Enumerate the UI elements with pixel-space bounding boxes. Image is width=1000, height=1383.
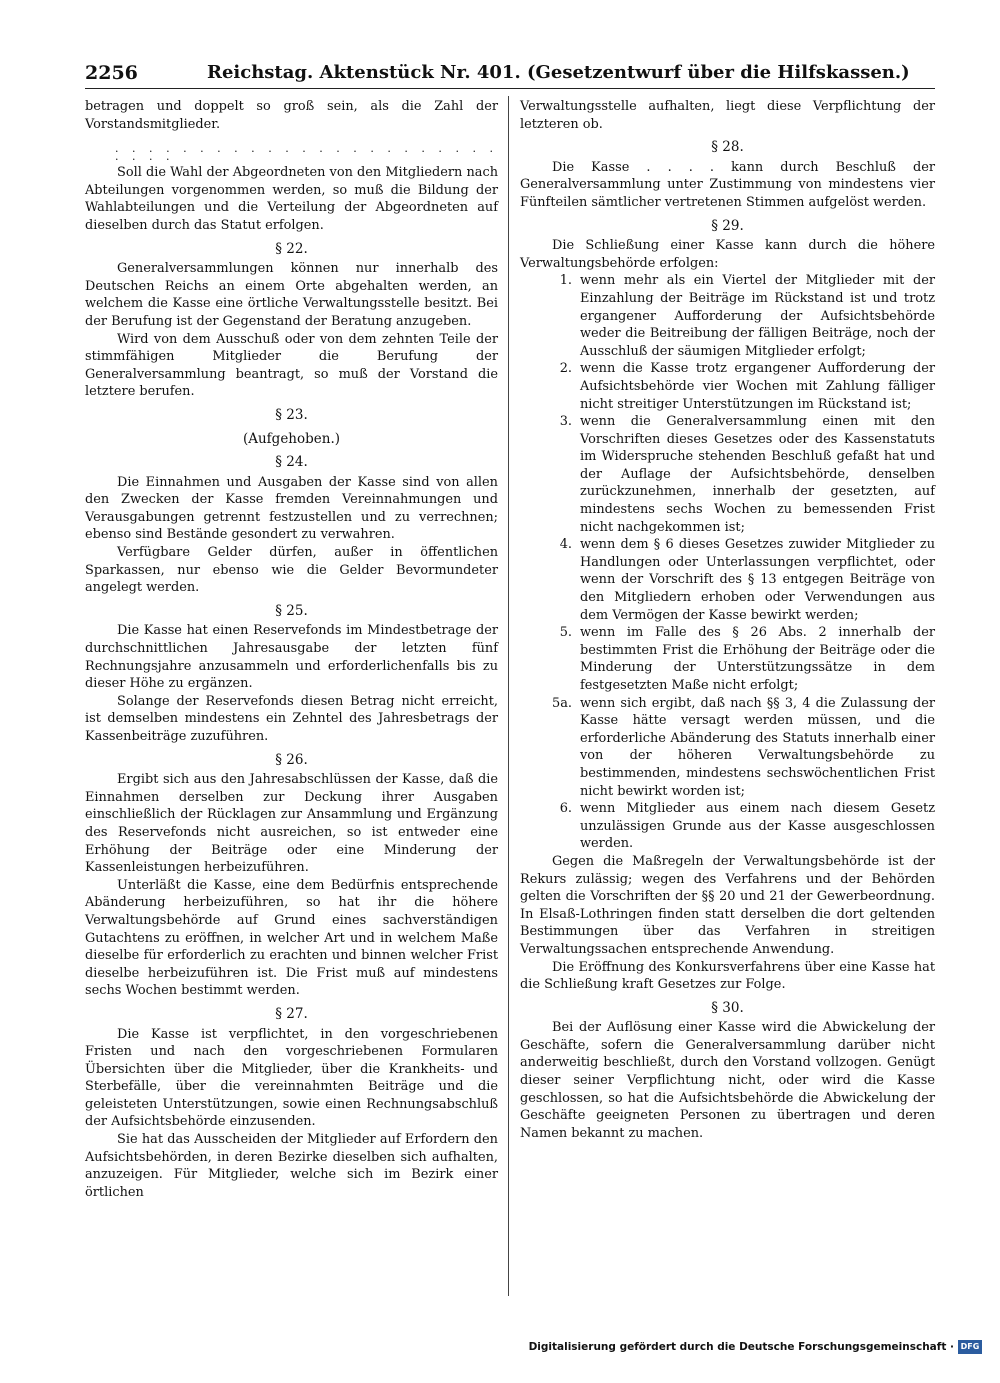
paragraph: Verfügbare Gelder dürfen, außer in öffentlichen Sparkassen, nur ebenso wie die Gelder Bevormundeter angelegt werden. [85, 545, 498, 596]
list-item [520, 413, 935, 536]
list-item-number: 5a. [552, 695, 572, 711]
paragraph: Verwaltungsstelle aufhalten, liegt diese Verpflichtung der letzteren ob. [520, 99, 935, 132]
list-item-number: 3. [559, 414, 572, 430]
section-note: (Aufgehoben.) [242, 430, 341, 447]
section-heading: § 29. [711, 217, 744, 234]
paragraph: betragen und doppelt so groß sein, als die Zahl der Vorstandsmitglieder. [85, 99, 498, 132]
paragraph: Wird von dem Ausschuß oder von dem zehnten Teile der stimmfähigen Mitglieder die Berufung der Generalversammlung beantragt, so muß der Vorstand die letztere berufen. [85, 331, 498, 400]
list-item-text: wenn die Generalversammlung einen mit den Vorschriften dieses Gesetzes oder des Kassenstatuts im Widerspruche stehenden Beschluß gefaßt hat und der Auflage der Aufsichtsbehörde, denselben zurückzunehmen, innerhalb der gesetzten, auf mindestens sechs Wochen zu bemessenden Frist nicht nachgekommen ist; [580, 414, 935, 535]
list-item-text: wenn im Falle des § 26 Abs. 2 innerhalb der bestimmten Frist die Erhöhung der Beiträge oder die Minderung der Unterstützungssätze in dem festgesetzten Maße nicht erfolgt; [580, 625, 935, 693]
list-item [520, 360, 935, 413]
list-item [520, 272, 935, 360]
paragraph: Die Einnahmen und Ausgaben der Kasse sind von allen den Zwecken der Kasse fremden Vereinnahmungen und Verausgabungen getrennt festzustellen und zu verrechnen; ebenso sind Bestände gesondert zu verwahren. [85, 474, 498, 543]
footer-text: Digitalisierung gefördert durch die Deutsche Forschungsgemeinschaft · [528, 1341, 954, 1353]
paragraph: Ergibt sich aus den Jahresabschlüssen der Kasse, daß die Einnahmen derselben zur Deckung ihrer Ausgaben einschließlich der Rücklagen zur Ansammlung und Ergänzung des Reservefonds nicht ausreichen, so ist entweder eine Erhöhung der Beiträge oder eine Minderung der Kassenleistungen herbeizuführen. [85, 772, 498, 876]
section-heading: § 25. [275, 602, 308, 619]
paragraph: Sie hat das Ausscheiden der Mitglieder auf Erfordern den Aufsichtsbehörden, in deren Bezirke dieselben sich aufhalten, anzuzeigen. Für Mitglieder, welche sich im Bezirk einer örtlichen [85, 1132, 498, 1200]
paragraph: Die Schließung einer Kasse kann durch die höhere Verwaltungsbehörde erfolgen: [520, 238, 935, 271]
header-rule [85, 88, 935, 89]
paragraph: Solange der Reservefonds diesen Betrag nicht erreicht, ist demselben mindestens ein Zehntel des Jahresbetrags der Kassenbeiträge zuzuführen. [85, 693, 498, 744]
left-column [85, 98, 498, 1201]
paragraph: Die Kasse ist verpflichtet, in den vorgeschriebenen Fristen und nach den vorgeschriebenen Formularen Übersichten über die Mitglieder, über die Krankheits- und Sterbefälle, über die vereinnahmten Beiträge und die geleisteten Unterstützungen, sowie einen Rechnungsabschluß der Aufsichtsbehörde einzusenden. [85, 1026, 498, 1130]
list-item-text: wenn sich ergibt, daß nach §§ 3, 4 die Zulassung der Kasse hätte versagt werden müssen, und die erforderliche Abänderung des Statuts innerhalb einer von der höheren Verwaltungsbehörde zu bestimmenden, mindestens sechswöchentlichen Frist nicht bewirkt worden ist; [580, 695, 935, 799]
paragraph: Die Eröffnung des Konkursverfahrens über eine Kasse hat die Schließung kraft Gesetzes zur Folge. [520, 959, 935, 993]
column-divider [508, 96, 509, 1296]
paragraph: Unterläßt die Kasse, eine dem Bedürfnis entsprechende Abänderung herbeizuführen, so hat ihr die höhere Verwaltungsbehörde auf Grund eines sachverständigen Gutachtens zu eröffnen, in welcher Art und in welchem Maße dieselbe für erforderlich zu erachten und binnen welcher Frist dieselbe herbeizuführen ist. Die Frist muß auf mindestens sechs Wochen bestimmt werden. [85, 877, 498, 999]
list-item-text: wenn die Kasse trotz ergangener Aufforderung der Aufsichtsbehörde vier Wochen mit Zahlung fälliger nicht streitiger Unterstützungen im Rückstand ist; [580, 361, 935, 412]
right-column [520, 98, 935, 1142]
section-heading: § 22. [275, 240, 308, 257]
section-heading: § 24. [275, 454, 308, 471]
list-item-number: 6. [559, 801, 572, 817]
list-item [520, 536, 935, 624]
list-item-number: 4. [559, 537, 572, 553]
paragraph: Soll die Wahl der Abgeordneten von den Mitgliedern nach Abteilungen vorgenommen werden, so muß die Bildung der Wahlabteilungen und die Verteilung der Abgeordneten auf dieselben durch das Statut erfolgen. [85, 165, 498, 233]
numbered-list [520, 272, 935, 853]
section-heading: § 26. [275, 751, 308, 768]
digitization-footer [529, 1340, 982, 1354]
section-heading: § 27. [275, 1005, 308, 1022]
paragraph: Gegen die Maßregeln der Verwaltungsbehörde ist der Rekurs zulässig; wegen des Verfahrens und der Behörden gelten die Vorschriften der §§ 20 und 21 der Gewerbeordnung. In Elsaß-Lothringen finden statt derselben die dort geltenden Bestimmungen über das Verfahren in streitigen Verwaltungssachen entsprechende Anwendung. [520, 853, 935, 957]
list-item-text: wenn dem § 6 dieses Gesetzes zuwider Mitglieder zu Handlungen oder Unterlassungen verpflichtet, oder wenn der Vorschrift des § 13 entgegen Beiträge von den Mitgliedern erhoben oder Verwendungen aus dem Vermögen der Kasse bewirkt werden; [580, 537, 935, 623]
page-number: 2256 [85, 62, 138, 84]
ellipsis-divider: . . . . . . . . . . . . . . . . . . . . . . . . . . . [115, 142, 498, 164]
paragraph: Bei der Auflösung einer Kasse wird die Abwickelung der Geschäfte, sofern die Generalversammlung darüber nicht anderweitig beschließt, durch den Vorstand vollzogen. Genügt dieser seiner Verpflichtung nicht, oder wird die Kasse geschlossen, so hat die Aufsichtsbehörde die Abwickelung der Geschäfte geeigneten Personen zu übertragen und deren Namen bekannt zu machen. [520, 1020, 935, 1141]
list-item-text: wenn mehr als ein Viertel der Mitglieder mit der Einzahlung der Beiträge im Rückstand ist und trotz ergangener Aufforderung der Aufsichtsbehörde weder die Beitreibung der fälligen Beiträge, noch der Ausschluß der säumigen Mitglieder erfolgt; [580, 273, 935, 359]
list-item [520, 695, 935, 801]
section-heading: § 23. [275, 406, 308, 423]
section-heading: § 30. [711, 999, 744, 1016]
list-item [520, 800, 935, 853]
list-item [520, 624, 935, 694]
list-item-number: 5. [559, 625, 572, 641]
section-heading: § 28. [711, 139, 744, 156]
list-item-text: wenn Mitglieder aus einem nach diesem Gesetz unzulässigen Grunde aus der Kasse ausgeschlossen werden. [580, 801, 935, 852]
list-item-number: 1. [559, 273, 572, 289]
paragraph: Generalversammlungen können nur innerhalb des Deutschen Reichs an einem Orte abgehalten werden, an welchem die Kasse eine örtliche Verwaltungsstelle besitzt. Bei der Berufung ist der Gegenstand der Beratung anzugeben. [85, 261, 498, 329]
paragraph: Die Kasse hat einen Reservefonds im Mindestbetrage der durchschnittlichen Jahresausgabe der letzten fünf Rechnungsjahre anzusammeln und erforderlichenfalls bis zu dieser Höhe zu ergänzen. [85, 623, 498, 692]
list-item-number: 2. [559, 361, 572, 377]
running-head: Reichstag. Aktenstück Nr. 401. (Gesetzentwurf über die Hilfskassen.) [207, 62, 910, 83]
dfg-logo: DFG [958, 1340, 982, 1354]
page-header [85, 62, 935, 86]
paragraph: Die Kasse . . . . kann durch Beschluß der Generalversammlung unter Zustimmung von mindestens vier Fünfteilen sämtlicher vertretenen Stimmen aufgelöst werden. [520, 159, 935, 210]
